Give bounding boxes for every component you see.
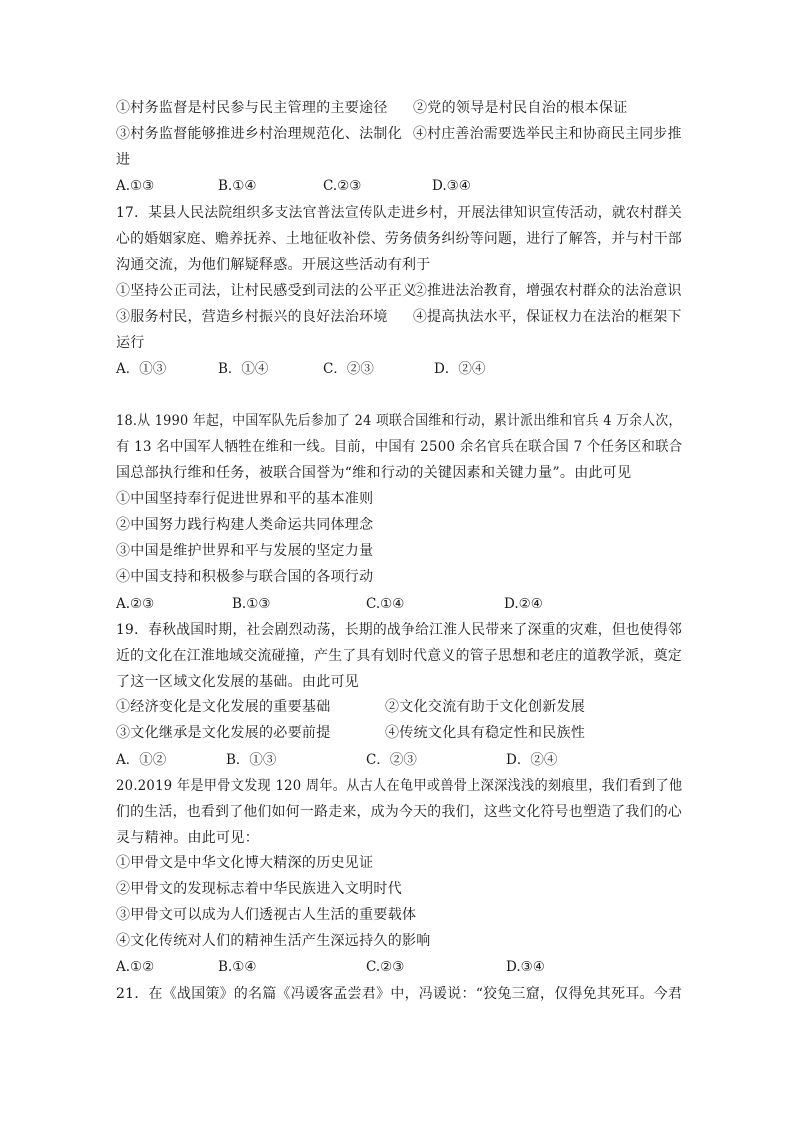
- q18-statement-1: ①中国坚持奉行促进世界和平的基本准则: [116, 491, 374, 507]
- q18-option-d: D.②④: [504, 596, 543, 612]
- q20-stem-line-3: 灵与精神。由此可见：: [116, 830, 259, 846]
- q20-stem-line-2: 们的生活，也看到了他们如何一路走来，成为今天的我们，这些文化符号也塑造了我们的心: [116, 804, 682, 820]
- q17-stem-line-2: 心的婚姻家庭、赡养抚养、土地征收补偿、劳务债务纠纷等问题，进行了解答，并与村干部: [116, 231, 682, 247]
- q16-statement-4: ④村庄善治需要选举民主和协商民主同步推: [413, 126, 682, 142]
- q16-statement-1: ①村务监督是村民参与民主管理的主要途径: [116, 100, 388, 116]
- q20-option-c: C.②③: [366, 959, 405, 975]
- q17-statement-2: ②推进法治教育，增强农村群众的法治意识: [413, 283, 682, 299]
- q16-option-a: A.①③: [116, 178, 155, 194]
- q18-option-b: B.①③: [232, 596, 271, 612]
- q19-option-d: D．②④: [506, 752, 558, 768]
- q20-option-d: D.③④: [506, 959, 545, 975]
- q19-stem-line-3: 了这一区域文化发展的基础。由此可见: [116, 674, 360, 690]
- q17-option-b: B．①④: [218, 361, 269, 377]
- q17-statement-3: ③服务村民，营造乡村振兴的良好法治环境: [116, 309, 388, 325]
- q19-stem-line-1: 19．春秋战国时期，社会剧烈动荡，长期的战争给江淮人民带来了深重的灾难，但也使得邻: [116, 622, 683, 638]
- q19-option-b: B．①③: [226, 752, 277, 768]
- q17-stem-line-3: 沟通交流，为他们解疑释惑。开展这些活动有利于: [116, 257, 431, 273]
- q18-option-a: A.②③: [116, 596, 155, 612]
- q17-statement-4-cont: 运行: [116, 335, 145, 351]
- q20-option-a: A.①②: [116, 959, 155, 975]
- q17-stem-line-1: 17．某县人民法院组织多支法官普法宣传队走进乡村，开展法律知识宣传活动，就农村群关: [116, 205, 683, 221]
- q20-statement-3: ③甲骨文可以成为人们透视古人生活的重要载体: [116, 907, 417, 923]
- q18-stem-line-2: 有 13 名中国军人牺牲在维和一线。目前，中国有 2500 余名官兵在联合国 7 个任务区和联合: [116, 439, 683, 455]
- q18-statement-4: ④中国支持和积极参与联合国的各项行动: [116, 569, 374, 585]
- q20-statement-4: ④文化传统对人们的精神生活产生深远持久的影响: [116, 933, 431, 949]
- q20-stem-line-1: 20.2019 年是甲骨文发现 120 周年。从古人在龟甲或兽骨上深深浅浅的刻痕里，我们看到了他: [116, 778, 683, 794]
- q19-statement-3: ③文化继承是文化发展的必要前提: [116, 725, 331, 741]
- q16-option-d: D.③④: [432, 178, 471, 194]
- q19-statement-2: ②文化交流有助于文化创新发展: [385, 699, 586, 715]
- q17-option-c: C．②③: [323, 361, 374, 377]
- q19-statement-4: ④传统文化具有稳定性和民族性: [385, 725, 586, 741]
- q16-statement-4-cont: 进: [116, 152, 131, 168]
- q17-statement-1: ①坚持公正司法，让村民感受到司法的公平正义: [116, 283, 417, 299]
- q18-stem-line-3: 国总部执行维和任务，被联合国誉为“维和行动的关键因素和关键力量”。由此可见: [116, 465, 632, 481]
- q20-statement-2: ②甲骨文的发现标志着中华民族进入文明时代: [116, 881, 402, 897]
- q21-stem-line-1: 21．在《战国策》的名篇《冯谖客孟尝君》中，冯谖说：“狡兔三窟，仅得免其死耳。今君: [116, 986, 683, 1002]
- q16-option-c: C.②③: [323, 178, 362, 194]
- q19-option-a: A．①②: [116, 752, 167, 768]
- q19-stem-line-2: 近的文化在江淮地域交流碰撞，产生了具有划时代意义的管子思想和老庄的道教学派，奠定: [116, 648, 682, 664]
- q18-option-c: C.①④: [366, 596, 405, 612]
- q18-stem-line-1: 18.从 1990 年起，中国军队先后参加了 24 项联合国维和行动，累计派出维和官兵 4 万余人次，: [116, 413, 682, 429]
- q17-option-a: A．①③: [116, 361, 167, 377]
- q16-statement-3: ③村务监督能够推进乡村治理规范化、法制化: [116, 126, 402, 142]
- q20-option-b: B.①④: [218, 959, 257, 975]
- q16-option-b: B.①④: [218, 178, 257, 194]
- q18-statement-3: ③中国是维护世界和平与发展的坚定力量: [116, 543, 374, 559]
- q18-statement-2: ②中国努力践行构建人类命运共同体理念: [116, 517, 374, 533]
- q17-option-d: D．②④: [434, 361, 486, 377]
- q16-statement-2: ②党的领导是村民自治的根本保证: [413, 100, 628, 116]
- q20-statement-1: ①甲骨文是中华文化博大精深的历史见证: [116, 855, 374, 871]
- q19-statement-1: ①经济变化是文化发展的重要基础: [116, 699, 331, 715]
- q17-statement-4: ④提高执法水平，保证权力在法治的框架下: [413, 309, 682, 325]
- q19-option-c: C．②③: [366, 752, 417, 768]
